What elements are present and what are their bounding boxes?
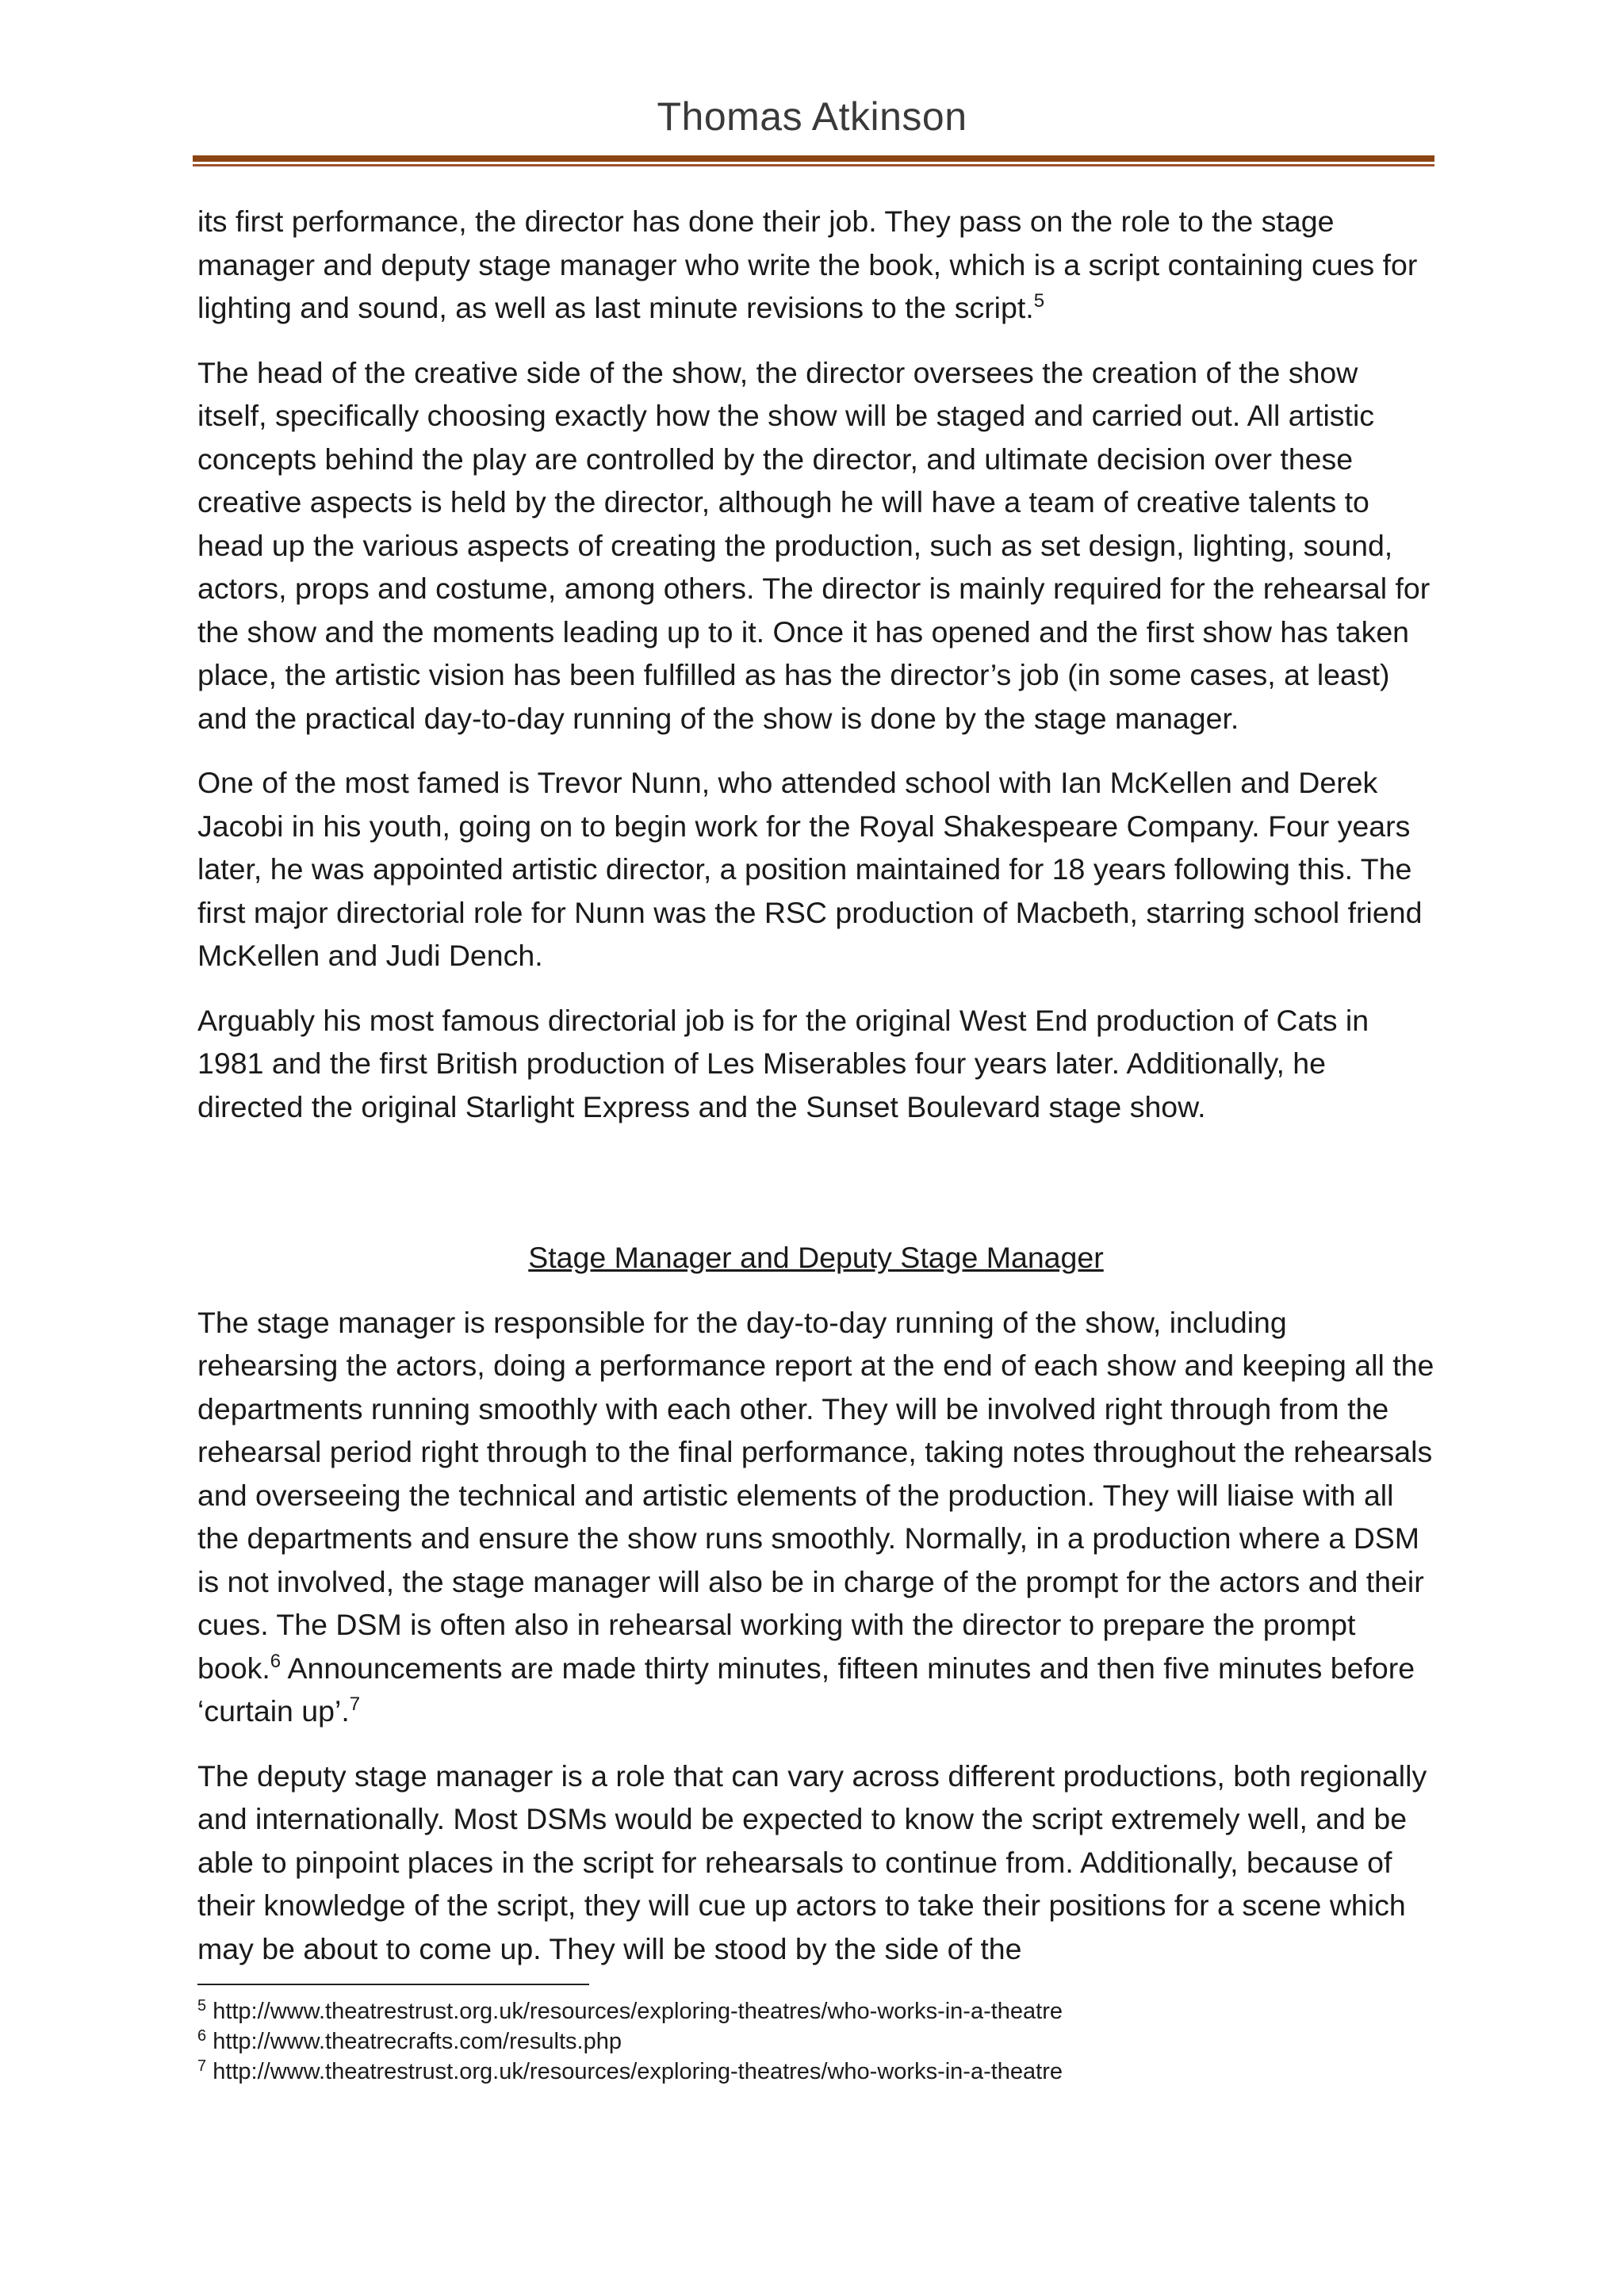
- page-header-title: Thomas Atkinson: [657, 94, 967, 139]
- footnote-number: 7: [197, 2057, 207, 2075]
- footnote-number: 5: [197, 1997, 207, 2015]
- footnote-separator: [197, 1984, 589, 1985]
- document-body: [197, 200, 1434, 1992]
- footnote-item: [197, 1996, 1434, 2026]
- footnote-number: 6: [197, 2027, 207, 2045]
- paragraph: The deputy stage manager is a role that can vary across different productions, both regionally and internationally. Most DSMs would be expected to know the script extremely well, and be able to pinpoint places in the script for rehearsals to continue from. Additionally, because of their knowledge of the script, they will cue up actors to take their positions for a scene which may be about to come up. They will be stood by the side of the: [197, 1758, 1427, 1965]
- footnotes: [197, 1996, 1434, 2087]
- paragraph: Arguably his most famous directorial job is for the original West End production of Cats in 1981 and the first British production of Les Miserables four years later. Additionally, he directed the original Starlight Express and the Sunset Boulevard stage show.: [197, 1003, 1369, 1123]
- footnote-ref-6[interactable]: 6: [270, 1650, 282, 1672]
- paragraph: One of the most famed is Trevor Nunn, who attended school with Ian McKellen and Derek Jacobi in his youth, going on to begin work for the Royal Shakespeare Company. Four years later, he was appointed artistic director, a position maintained for 18 years following this. The first major directorial role for Nunn was the RSC production of Macbeth, starring school friend McKellen and Judi Dench.: [197, 766, 1423, 972]
- footnote-link[interactable]: http://www.theatrestrust.org.uk/resources/exploring-theatres/who-works-in-a-theatre: [213, 2059, 1063, 2084]
- footnote-item: [197, 2026, 1434, 2057]
- paragraph: [197, 200, 1434, 330]
- footnote-item: [197, 2057, 1434, 2087]
- header-rule-thin: [193, 164, 1434, 166]
- paragraph: The head of the creative side of the show, the director oversees the creation of the show itself, specifically choosing exactly how the show will be staged and carried out. All artistic concepts behind the play are controlled by the director, and ultimate decision over these creative aspects is held by the director, although he will have a team of creative talents to head up the various aspects of creating the production, such as set design, lighting, sound, actors, props and costume, among others. The director is mainly required for the rehearsal for the show and the moments leading up to it. Once it has opened and the first show has taken place, the artistic vision has been fulfilled as has the director’s job (in some cases, at least) and the practical day-to-day running of the show is done by the stage manager.: [197, 355, 1431, 735]
- paragraph-text: its first performance, the director has done their job. They pass on the role to the stage manager and deputy stage manager who write the book, which is a script containing cues for lighting and sound, as well as last minute revisions to the script.: [197, 205, 1418, 324]
- footnote-ref-7[interactable]: 7: [349, 1693, 361, 1715]
- paragraph-text: The stage manager is responsible for the day-to-day running of the show, including rehearsing the actors, doing a performance report at the end of each show and keeping all the departments running smoothly with each other. They will be involved right through from the rehearsal period right through to the final performance, taking notes throughout the rehearsals and overseeing the technical and artistic elements of the production. They will liaise with all the departments and ensure the show runs smoothly. Normally, in a production where a DSM is not involved, the stage manager will also be in charge of the prompt for the actors and their cues. The DSM is often also in rehearsal working with the director to prepare the prompt book.: [197, 1305, 1434, 1685]
- footnote-link[interactable]: http://www.theatrecrafts.com/results.php: [213, 2029, 622, 2054]
- header-rule-thick: [193, 155, 1434, 162]
- footnote-link[interactable]: http://www.theatrestrust.org.uk/resources/exploring-theatres/who-works-in-a-theatre: [213, 1999, 1063, 2024]
- paragraph: [197, 1301, 1434, 1733]
- section-heading: Stage Manager and Deputy Stage Manager: [528, 1241, 1104, 1274]
- section-spacer: [197, 1150, 1434, 1236]
- paragraph-text: Announcements are made thirty minutes, fifteen minutes and then five minutes before ‘curtain up’.: [197, 1651, 1415, 1728]
- footnote-ref-5[interactable]: 5: [1033, 290, 1045, 312]
